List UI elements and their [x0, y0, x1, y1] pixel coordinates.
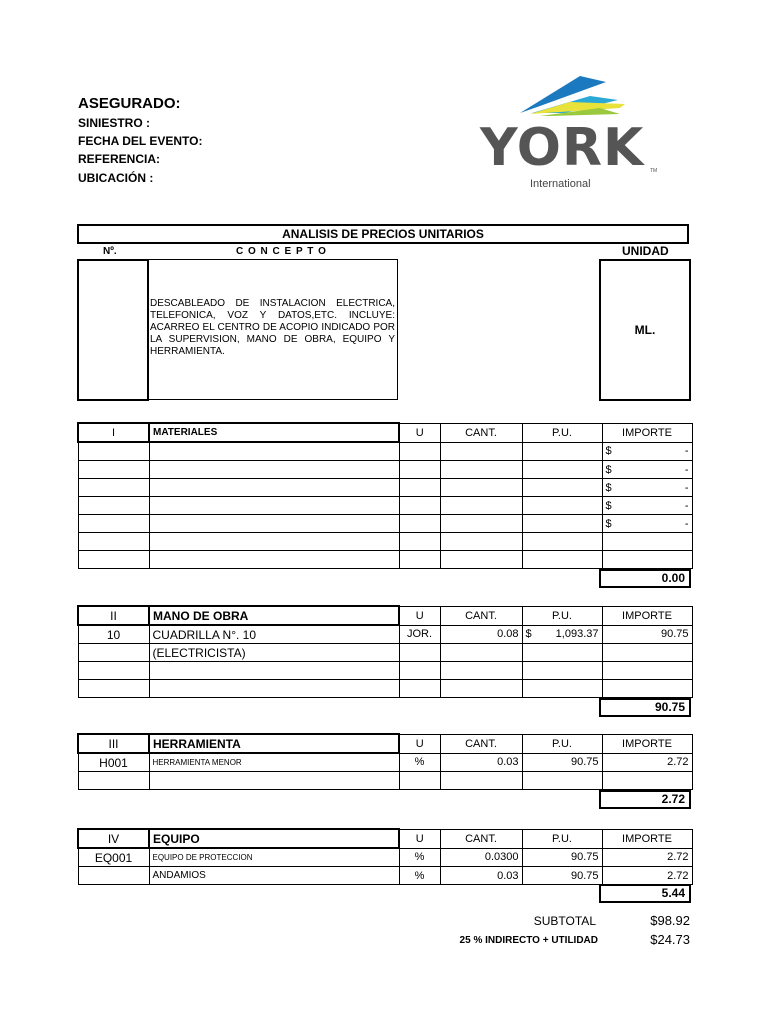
materiales-col-importe: IMPORTE — [602, 423, 692, 442]
table-row — [78, 867, 692, 885]
table-row — [78, 515, 692, 533]
table-row — [78, 644, 692, 662]
indirecto-value: $24.73 — [650, 932, 690, 947]
equipo-num: IV — [78, 829, 149, 848]
materiales-title: MATERIALES — [149, 423, 399, 442]
herramienta-col-u: U — [399, 734, 440, 753]
table-row — [78, 442, 692, 461]
row-pu: 90.75 — [522, 753, 602, 772]
equipo-col-pu: P.U. — [522, 829, 602, 848]
subtotal-value: $98.92 — [650, 913, 690, 928]
currency-symbol: $ — [605, 517, 612, 530]
row-concept: ANDAMIOS — [149, 867, 399, 885]
equipo-table — [77, 828, 693, 885]
currency-symbol: $ — [605, 445, 612, 458]
herramienta-total: 2.72 — [599, 790, 691, 809]
herramienta-table — [77, 733, 693, 790]
row-pu: 90.75 — [522, 848, 602, 867]
currency-symbol: $ — [605, 499, 612, 512]
row-importe: 90.75 — [602, 625, 692, 644]
row-unit: % — [399, 753, 440, 772]
importe-value: - — [684, 445, 689, 458]
herramienta-col-cant: CANT. — [440, 734, 522, 753]
currency-symbol: $ — [605, 481, 612, 494]
asegurado-label: ASEGURADO: — [78, 95, 181, 112]
table-row — [78, 625, 692, 644]
row-code: H001 — [78, 753, 149, 772]
analisis-title: ANALISIS DE PRECIOS UNITARIOS — [77, 224, 689, 244]
row-concept: HERRAMIENTA MENOR — [149, 753, 399, 772]
row-pu: 90.75 — [522, 867, 602, 885]
equipo-title: EQUIPO — [149, 829, 399, 848]
materiales-total: 0.00 — [599, 569, 691, 588]
subtotal-label: SUBTOTAL — [533, 914, 596, 928]
col-concepto-label: C O N C E P T O — [236, 246, 327, 257]
row-importe: 2.72 — [602, 867, 692, 885]
herramienta-col-pu: P.U. — [522, 734, 602, 753]
materiales-table — [77, 422, 693, 569]
table-row — [78, 848, 692, 867]
col-no-label: Nº. — [103, 246, 117, 257]
table-row — [78, 753, 692, 772]
unidad-value: ML. — [599, 259, 691, 401]
siniestro-label: SINIESTRO : — [78, 116, 151, 130]
equipo-col-cant: CANT. — [440, 829, 522, 848]
row-pu: 1,093.37 — [555, 628, 599, 641]
herramienta-num: III — [78, 734, 149, 753]
row-importe: 2.72 — [602, 753, 692, 772]
mano-obra-col-u: U — [399, 606, 440, 625]
mano-obra-title: MANO DE OBRA — [149, 606, 399, 625]
row-unit: JOR. — [399, 625, 440, 644]
materiales-col-pu: P.U. — [522, 423, 602, 442]
row-cant: 0.03 — [440, 753, 522, 772]
herramienta-title: HERRAMIENTA — [149, 734, 399, 753]
col-unidad-label: UNIDAD — [622, 244, 669, 258]
logo-subtitle: International — [530, 178, 591, 190]
importe-value: - — [684, 481, 689, 494]
table-row — [78, 461, 692, 479]
materiales-col-u: U — [399, 423, 440, 442]
row-importe: 2.72 — [602, 848, 692, 867]
referencia-label: REFERENCIA: — [78, 152, 161, 166]
table-row — [78, 772, 692, 790]
mano-obra-col-pu: P.U. — [522, 606, 602, 625]
table-row — [78, 662, 692, 680]
logo-wordmark: YORK — [480, 118, 645, 178]
york-logo — [470, 70, 670, 195]
row-cant: 0.0300 — [440, 848, 522, 867]
herramienta-col-importe: IMPORTE — [602, 734, 692, 753]
importe-value: - — [684, 499, 689, 512]
materiales-num: I — [78, 423, 149, 442]
concepto-description: DESCABLEADO DE INSTALACION ELECTRICA, TELEFONICA, VOZ Y DATOS,ETC. INCLUYE: ACARREO EL CENTRO DE ACOPIO INDICADO POR LA SUPERVISION, MANO DE OBRA, EQUIPO Y HERRAMIENTA. — [147, 259, 398, 400]
currency-symbol: $ — [605, 463, 612, 476]
indirecto-label: 25 % INDIRECTO + UTILIDAD — [459, 935, 598, 946]
mano-obra-col-importe: IMPORTE — [602, 606, 692, 625]
row-unit: % — [399, 848, 440, 867]
table-row — [78, 533, 692, 551]
equipo-col-importe: IMPORTE — [602, 829, 692, 848]
mano-obra-num: II — [78, 606, 149, 625]
table-row — [78, 551, 692, 569]
row-cant: 0.03 — [440, 867, 522, 885]
table-row — [78, 497, 692, 515]
row-concept: (ELECTRICISTA) — [149, 644, 399, 662]
row-concept: CUADRILLA N°. 10 — [149, 625, 399, 644]
numero-box — [77, 259, 149, 401]
currency-symbol: $ — [525, 628, 532, 641]
row-cant: 0.08 — [440, 625, 522, 644]
mano-obra-total: 90.75 — [599, 698, 691, 717]
materiales-col-cant: CANT. — [440, 423, 522, 442]
row-unit: % — [399, 867, 440, 885]
table-row — [78, 479, 692, 497]
row-code: EQ001 — [78, 848, 149, 867]
logo-trademark: TM — [650, 168, 658, 174]
mano-obra-col-cant: CANT. — [440, 606, 522, 625]
fecha-evento-label: FECHA DEL EVENTO: — [78, 134, 203, 148]
row-concept: EQUIPO DE PROTECCION — [149, 848, 399, 867]
equipo-col-u: U — [399, 829, 440, 848]
table-row — [78, 680, 692, 698]
row-code: 10 — [78, 625, 149, 644]
ubicacion-label: UBICACIÓN : — [78, 171, 154, 185]
mano-obra-table — [77, 605, 693, 698]
importe-value: - — [684, 517, 689, 530]
importe-value: - — [684, 463, 689, 476]
equipo-total: 5.44 — [599, 884, 691, 903]
